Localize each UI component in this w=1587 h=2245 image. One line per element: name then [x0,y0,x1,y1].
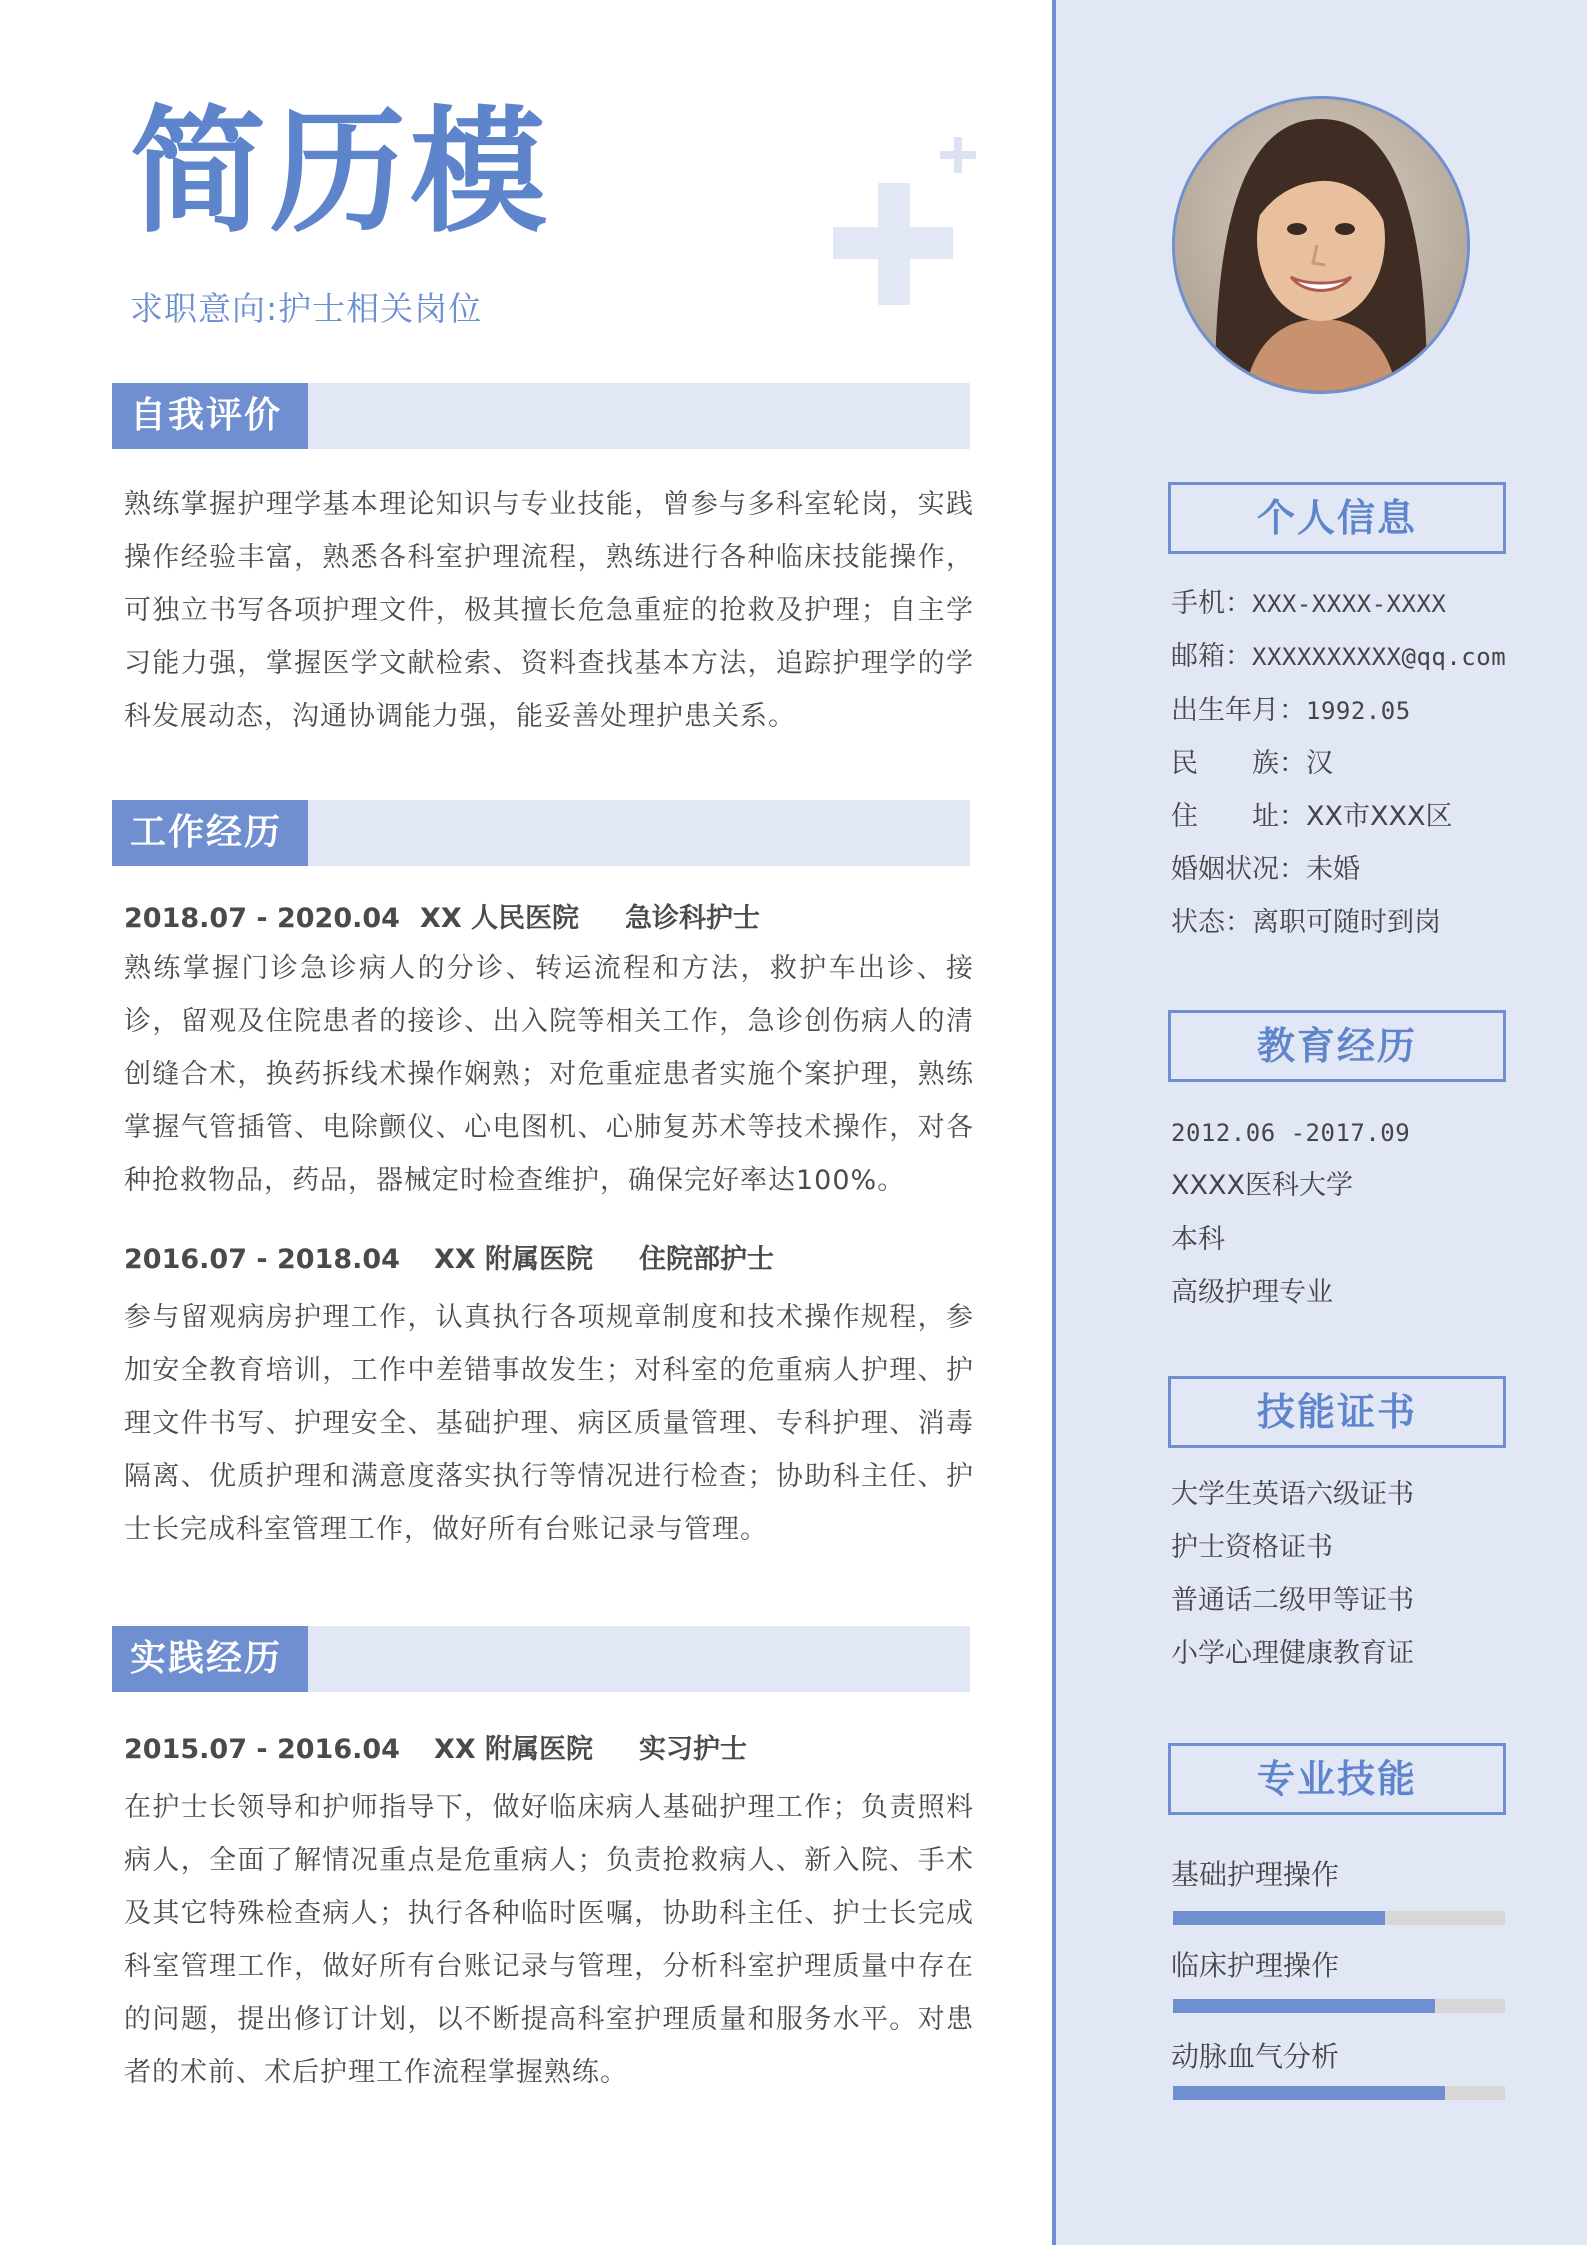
birth-row [1171,694,1411,728]
self-eval-heading: 自我评价 [112,383,308,449]
certificate-item: 小学心理健康教育证 [1171,1638,1414,1669]
ethnic-label: 民 族： [1171,748,1306,779]
email-value: XXXXXXXXXX@qq.com [1252,643,1507,671]
email-label: 邮箱： [1171,641,1252,672]
self-eval-band [112,383,970,449]
skill-label: 动脉血气分析 [1171,2040,1340,2073]
avatar [1172,96,1470,394]
education-heading: 教育经历 [1168,1010,1506,1082]
ethnic-value: 汉 [1306,748,1333,779]
certificate-item: 普通话二级甲等证书 [1171,1585,1414,1616]
marital-row [1171,853,1360,887]
job-description-2: 参与留观病房护理工作，认真执行各项规章制度和技术操作规程，参加安全教育培训，工作中差错事故发生；对科室的危重病人护理、护理文件书写、护理安全、基础护理、病区质量管理、专科护理、消毒隔离、优质护理和满意度落实执行等情况进行检查；协助科主任、护士长完成科室管理工作，做好所有台账记录与管理。 [124,1302,974,1545]
status-row [1171,906,1441,940]
certificate-item: 护士资格证书 [1171,1532,1333,1563]
skill-bar-fill [1173,1911,1385,1925]
job-org: XX 附属医院 [434,1244,594,1275]
plus-decoration-large-icon [833,227,953,259]
job-target: 求职意向:护士相关岗位 [130,289,483,328]
marital-label: 婚姻状况： [1171,854,1306,885]
email-row [1171,640,1506,674]
status-value: 离职可随时到岗 [1252,907,1441,938]
birth-value: 1992.05 [1306,697,1411,725]
birth-label: 出生年月： [1171,695,1306,726]
job-date: 2018.07 - 2020.04 [124,903,400,934]
address-value: XX市XXX区 [1306,801,1453,832]
job-org: XX 人民医院 [420,903,580,934]
phone-value: XXX-XXXX-XXXX [1252,590,1447,618]
status-label: 状态： [1171,907,1252,938]
work-band [112,800,970,866]
address-label: 住 址： [1171,801,1306,832]
address-row [1171,800,1452,834]
practice-band [112,1626,970,1692]
skill-label: 基础护理操作 [1171,1858,1340,1891]
plus-decoration-small-icon [940,151,976,159]
skill-bar-fill [1173,1999,1435,2013]
phone-label: 手机： [1171,588,1252,619]
avatar-photo-icon [1175,99,1467,391]
phone-row [1171,587,1446,621]
job-description-1: 熟练掌握门诊急诊病人的分诊、转运流程和方法，救护车出诊、接诊，留观及住院患者的接诊、出入院等相关工作，急诊创伤病人的清创缝合术，换药拆线术操作娴熟；对危重症患者实施个案护理，熟练掌握气管插管、电除颤仪、心电图机、心肺复苏术等技术操作，对各种抢救物品，药品，器械定时检查维护，确保完好率达100%。 [124,953,974,1196]
skill-label: 临床护理操作 [1171,1949,1340,1982]
education-period-value: 2012.06 -2017.09 [1171,1119,1411,1147]
self-eval-text: 熟练掌握护理学基本理论知识与专业技能，曾参与多科室轮岗，实践操作经验丰富，熟悉各科室护理流程，熟练进行各种临床技能操作，可独立书写各项护理文件，极其擅长危急重症的抢救及护理；自主学习能力强，掌握医学文献检索、资料查找基本方法，追踪护理学的学科发展动态，沟通协调能力强，能妥善处理护患关系。 [124,489,974,732]
skill-bar-track [1173,2086,1505,2100]
job-date: 2016.07 - 2018.04 [124,1244,400,1275]
education-period [1171,1116,1410,1150]
personal-info-heading: 个人信息 [1168,482,1506,554]
skill-bar-track [1173,1999,1505,2013]
work-heading: 工作经历 [112,800,308,866]
job-org: XX 附属医院 [434,1734,594,1765]
skills-heading: 专业技能 [1168,1743,1506,1815]
education-major: 高级护理专业 [1171,1277,1333,1308]
practice-heading: 实践经历 [112,1626,308,1692]
education-degree: 本科 [1171,1224,1225,1255]
job-role: 住院部护士 [639,1244,774,1275]
education-school: XXXX医科大学 [1171,1170,1353,1201]
practice-description-1: 在护士长领导和护师指导下，做好临床病人基础护理工作；负责照料病人，全面了解情况重点是危重病人；负责抢救病人、新入院、手术及其它特殊检查病人；执行各种临时医嘱，协助科主任、护士长完成科室管理工作，做好所有台账记录与管理，分析科室护理质量中存在的问题，提出修订计划，以不断提高科室护理质量和服务水平。对患者的术前、术后护理工作流程掌握熟练。 [124,1792,974,2088]
skill-bar-track [1173,1911,1505,1925]
ethnic-row [1171,747,1333,781]
job-role: 实习护士 [639,1734,747,1765]
resume-title: 简历模 [130,94,550,252]
job-date: 2015.07 - 2016.04 [124,1734,400,1765]
marital-value: 未婚 [1306,854,1360,885]
job-role: 急诊科护士 [625,903,760,934]
certificates-heading: 技能证书 [1168,1376,1506,1448]
certificate-item: 大学生英语六级证书 [1171,1479,1414,1510]
skill-bar-fill [1173,2086,1445,2100]
